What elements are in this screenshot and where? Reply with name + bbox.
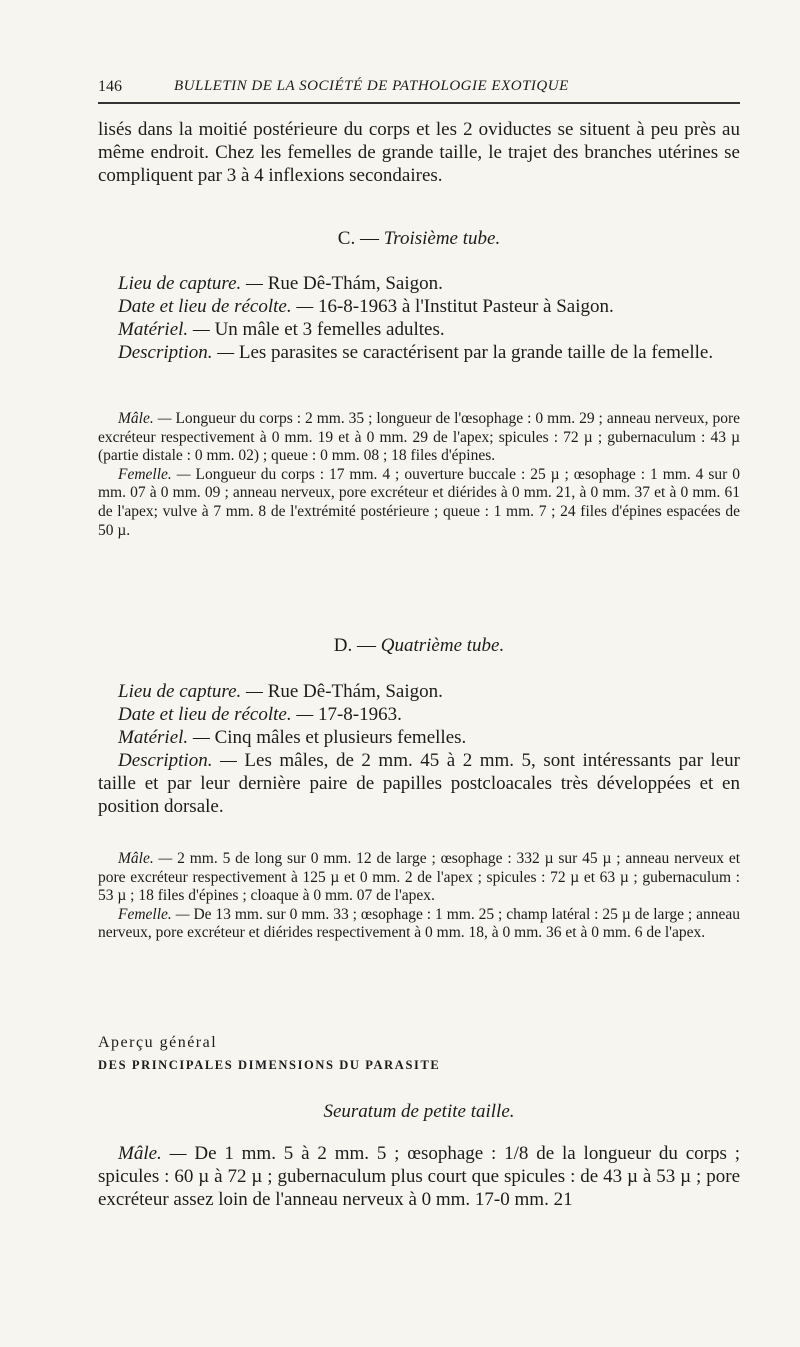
apercu-body — [98, 1142, 740, 1211]
section-d-heading — [98, 634, 740, 657]
materiel-label: Matériel. — — [118, 727, 210, 748]
section-c-heading — [98, 227, 740, 250]
date-value: 16-8-1963 à l'Institut Pasteur à Saigon. — [317, 296, 614, 317]
section-c-title: Troisième tube. — [383, 228, 501, 249]
section-d-specimens — [98, 850, 740, 943]
apercu-male — [98, 1142, 740, 1211]
male-text: De 1 mm. 5 à 2 mm. 5 ; œsophage : 1/8 de la longueur du corps ; spicules : 60 µ à 72 µ ; gubernaculum plus court que spicules : de 43 µ à 53 µ ; pore excréteur assez loin de l'anneau nerveux à 0 mm. 17-0 mm. 21 — [98, 1143, 741, 1210]
male-text: 2 mm. 5 de long sur 0 mm. 12 de large ; œsophage : 332 µ sur 45 µ ; anneau nerveux et pore excréteur respectivement à 125 µ et 0 mm. 2 de l'apex ; spicules : 72 µ et 63 µ ; gubernaculum : 53 µ ; 18 files d'épines ; cloaque à 0 mm. 07 de l'apex. — [98, 850, 740, 905]
apercu-subtitle: DES PRINCIPALES DIMENSIONS DU PARASITE — [98, 1058, 441, 1072]
male-text: Longueur du corps : 2 mm. 35 ; longueur de l'œsophage : 0 mm. 29 ; anneau nerveux, pore excréteur respectivement à 0 mm. 19 et à 0 mm. 29 de l'apex; spicules : 72 µ ; gubernaculum : 43 µ (partie distale : 0 mm. 02) ; queue : 0 mm. 08 ; 18 files d'épines. — [98, 410, 741, 465]
section-c-specimens — [98, 410, 740, 540]
running-title: BULLETIN DE LA SOCIÉTÉ DE PATHOLOGIE EXOTIQUE — [174, 78, 569, 94]
section-c-femelle — [98, 466, 740, 540]
section-d-lieu — [98, 680, 740, 703]
date-value: 17-8-1963. — [317, 704, 402, 725]
section-d-prefix: D. — — [333, 635, 376, 656]
section-c-date — [98, 295, 740, 318]
section-d-date — [98, 703, 740, 726]
apercu-title: Aperçu général — [98, 1034, 218, 1051]
date-label: Date et lieu de récolte. — — [118, 704, 314, 725]
lieu-value: Rue Dê-Thám, Saigon. — [267, 273, 443, 294]
page-header — [98, 78, 740, 104]
section-c-prefix: C. — — [337, 228, 379, 249]
male-label: Mâle. — — [118, 850, 173, 867]
lieu-value: Rue Dê-Thám, Saigon. — [267, 681, 443, 702]
apercu-subtitle-block — [98, 1058, 740, 1073]
femelle-label: Femelle. — — [118, 905, 190, 923]
apercu-subheading: Seuratum de petite taille. — [323, 1101, 515, 1122]
description-value: Les mâles, de 2 mm. 45 à 2 mm. 5, sont intéressants par leur taille et par leur dernière paire de papilles postcloacales très développées et en position dorsale. — [98, 750, 740, 817]
intro-block — [98, 118, 740, 187]
lieu-label: Lieu de capture. — — [118, 273, 263, 294]
materiel-label: Matériel. — — [118, 319, 210, 340]
section-d-femelle — [98, 906, 740, 943]
femelle-text: De 13 mm. sur 0 mm. 33 ; œsophage : 1 mm. 25 ; champ latéral : 25 µ de large ; anneau nerveux, pore excréteur et diérides respectivement à 0 mm. 18, à 0 mm. 36 et à 0 mm. 6 de l'apex. — [98, 905, 740, 942]
section-d-meta — [98, 680, 740, 818]
male-label: Mâle. — — [118, 1143, 187, 1164]
section-c-lieu — [98, 272, 740, 295]
description-label: Description. — — [118, 750, 237, 771]
femelle-label: Femelle. — — [118, 465, 191, 483]
date-label: Date et lieu de récolte. — — [118, 296, 314, 317]
section-d-materiel — [98, 726, 740, 749]
section-c-materiel — [98, 318, 740, 341]
apercu-heading — [98, 1034, 740, 1052]
lieu-label: Lieu de capture. — — [118, 681, 263, 702]
section-d-description — [98, 749, 740, 818]
description-label: Description. — — [118, 342, 235, 363]
description-value: Les parasites se caractérisent par la grande taille de la femelle. — [238, 342, 714, 363]
materiel-value: Cinq mâles et plusieurs femelles. — [214, 727, 467, 748]
section-c-male — [98, 410, 740, 466]
page-number: 146 — [98, 78, 122, 95]
section-c-description — [98, 341, 740, 364]
materiel-value: Un mâle et 3 femelles adultes. — [214, 319, 445, 340]
intro-paragraph: lisés dans la moitié postérieure du corps et les 2 oviductes se situent à peu près au même endroit. Chez les femelles de grande taille, le trajet des branches utérines se compliquent par 3 à 4 inflexions secondaires. — [98, 119, 740, 186]
section-d-title: Quatrième tube. — [380, 635, 505, 656]
male-label: Mâle. — — [118, 410, 172, 427]
section-d-male — [98, 850, 740, 906]
section-c-meta — [98, 272, 740, 364]
femelle-text: Longueur du corps : 17 mm. 4 ; ouverture buccale : 25 µ ; œsophage : 1 mm. 4 sur 0 mm. 07 à 0 mm. 09 ; anneau nerveux, pore excréteur et diérides à 0 mm. 21, à 0 mm. 37 et à 0 mm. 61 de l'apex; vulve à 7 mm. 8 de l'extrémité postérieure ; queue : 1 mm. 7 ; 24 files d'épines espacées de 50 µ. — [98, 465, 741, 539]
apercu-subheading-block — [98, 1100, 740, 1123]
